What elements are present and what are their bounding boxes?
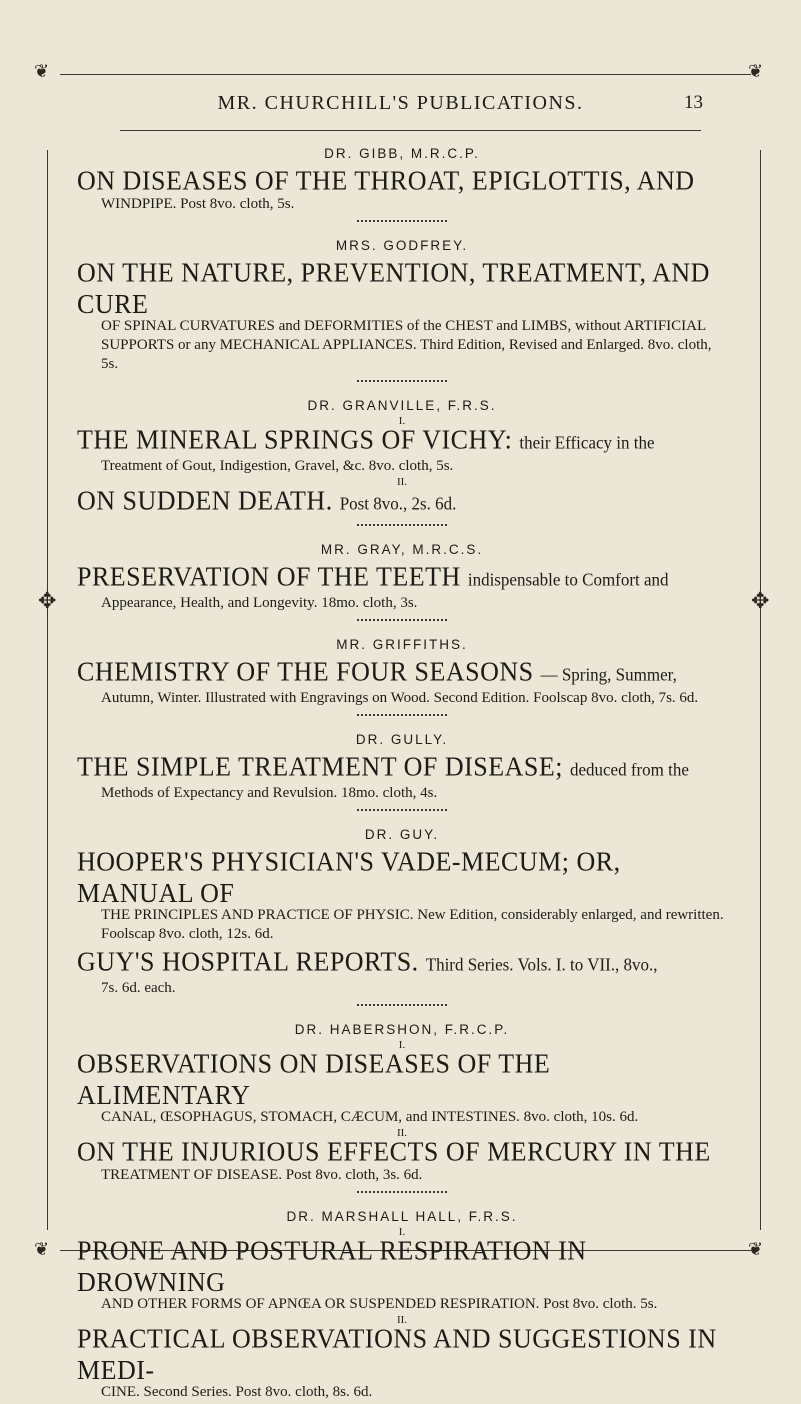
entry-description: Appearance, Health, and Longevity. 18mo. cloth, 3s. bbox=[101, 595, 418, 611]
entry-title-continuation: their Efficacy in the bbox=[519, 432, 655, 453]
entry-description: TREATMENT OF DISEASE. Post 8vo. cloth, 3s. 6d. bbox=[101, 1167, 423, 1183]
entry-numeral: I. bbox=[398, 415, 406, 427]
section-divider bbox=[357, 619, 447, 621]
author-name: DR. GUY. bbox=[364, 827, 440, 842]
entry-description: CANAL, ŒSOPHAGUS, STOMACH, CÆCUM, and INTESTINES. 8vo. cloth, 10s. 6d. bbox=[101, 1109, 639, 1125]
entry-numeral: II. bbox=[396, 1127, 408, 1139]
catalogue-entry bbox=[77, 946, 727, 998]
section-divider bbox=[357, 714, 447, 716]
entry-title: THE MINERAL SPRINGS OF VICHY: bbox=[77, 424, 513, 455]
entry-numeral: I. bbox=[398, 1226, 406, 1238]
catalogue-entry bbox=[77, 1136, 727, 1185]
corner-ornament-bottom-right: ❦ bbox=[748, 1239, 764, 1259]
author-name: DR. GRANVILLE, F.R.S. bbox=[307, 398, 497, 413]
entry-description: OF SPINAL CURVATURES and DEFORMITIES of the CHEST and LIMBS, without ARTIFICIAL SUPPORTS or any MECHANICAL APPLIANCES. Third Edition, Revised and Enlarged. 8vo. cloth, 5s. bbox=[101, 318, 712, 372]
entry-title: HOOPER'S PHYSICIAN'S VADE-MECUM; OR, MANUAL OF bbox=[77, 846, 621, 909]
section-divider bbox=[357, 380, 447, 382]
entry-title-line bbox=[77, 1048, 727, 1112]
author-name: DR. GIBB, M.R.C.P. bbox=[324, 146, 480, 161]
page-number: 13 bbox=[684, 92, 703, 113]
entry-title: ON DISEASES OF THE THROAT, EPIGLOTTIS, AND bbox=[77, 165, 695, 196]
entry-title-continuation: Post 8vo., 2s. 6d. bbox=[339, 493, 457, 514]
entry-title: OBSERVATIONS ON DISEASES OF THE ALIMENTARY bbox=[77, 1048, 551, 1111]
entry-title-line bbox=[77, 424, 727, 459]
catalogue-entry bbox=[77, 424, 727, 476]
right-side-ornament: ✥ bbox=[751, 588, 770, 613]
entry-title: ON SUDDEN DEATH. bbox=[77, 485, 333, 516]
catalogue-entry bbox=[77, 656, 727, 708]
entry-title-line bbox=[77, 485, 727, 520]
entry-description: AND OTHER FORMS OF APNŒA OR SUSPENDED RESPIRATION. Post 8vo. cloth. 5s. bbox=[101, 1296, 658, 1312]
entry-description: WINDPIPE. Post 8vo. cloth, 5s. bbox=[101, 196, 295, 212]
entry-numeral: II. bbox=[396, 1314, 408, 1326]
entry-title-line bbox=[77, 257, 727, 321]
entry-title-line bbox=[77, 165, 727, 197]
entry-title: GUY'S HOSPITAL REPORTS. bbox=[77, 946, 419, 977]
entry-title-continuation: — Spring, Summer, bbox=[540, 664, 677, 685]
entry-numeral: I. bbox=[398, 1039, 406, 1051]
entry-description: Treatment of Gout, Indigestion, Gravel, &c. 8vo. cloth, 5s. bbox=[101, 458, 454, 474]
section-divider bbox=[357, 220, 447, 222]
catalogue-entry bbox=[77, 257, 727, 374]
entry-title-line bbox=[77, 946, 727, 981]
entry-description: Methods of Expectancy and Revulsion. 18mo. cloth, 4s. bbox=[101, 785, 438, 801]
catalogue-entry bbox=[77, 165, 727, 214]
header-rule bbox=[120, 130, 701, 131]
entry-title: ON THE INJURIOUS EFFECTS OF MERCURY IN THE bbox=[77, 1136, 711, 1167]
entry-description: 7s. 6d. each. bbox=[101, 980, 176, 996]
publisher-title: MR. CHURCHILL'S PUBLICATIONS. bbox=[217, 92, 584, 114]
author-name: MR. GRIFFITHS. bbox=[336, 637, 468, 652]
entry-title-line bbox=[77, 561, 727, 596]
section-divider bbox=[357, 1191, 447, 1193]
entry-description: Autumn, Winter. Illustrated with Engravings on Wood. Second Edition. Foolscap 8vo. cloth, 7s. 6d. bbox=[101, 690, 699, 706]
section-divider bbox=[357, 524, 447, 526]
corner-ornament-top-right: ❦ bbox=[748, 61, 764, 81]
entry-title-continuation: deduced from the bbox=[569, 759, 689, 780]
entry-title: PRACTICAL OBSERVATIONS AND SUGGESTIONS IN MEDI- bbox=[77, 1323, 717, 1386]
entry-title-line bbox=[77, 846, 727, 910]
entry-description: CINE. Second Series. Post 8vo. cloth, 8s. 6d. bbox=[101, 1384, 373, 1400]
catalogue-entry bbox=[77, 1235, 727, 1314]
left-side-ornament: ✥ bbox=[38, 588, 57, 613]
entry-title-line bbox=[77, 1323, 727, 1387]
catalogue-entry bbox=[77, 1323, 727, 1402]
author-name: DR. GULLY. bbox=[355, 732, 449, 747]
entry-title-continuation: Third Series. Vols. I. to VII., 8vo., bbox=[425, 954, 658, 975]
left-border-rule bbox=[47, 150, 48, 1230]
entry-title-line bbox=[77, 1235, 727, 1299]
catalogue-entry bbox=[77, 751, 727, 803]
entry-title-line bbox=[77, 751, 727, 786]
section-divider bbox=[357, 1004, 447, 1006]
entry-title: PRONE AND POSTURAL RESPIRATION IN DROWNING bbox=[77, 1235, 587, 1298]
entry-title-line bbox=[77, 656, 727, 691]
entry-title: PRESERVATION OF THE TEETH bbox=[77, 561, 461, 592]
author-name: MRS. GODFREY. bbox=[335, 238, 469, 253]
author-name: DR. MARSHALL HALL, F.R.S. bbox=[286, 1209, 518, 1224]
running-header bbox=[0, 92, 801, 120]
entry-numeral: II. bbox=[396, 476, 408, 488]
right-border-rule bbox=[760, 150, 761, 1230]
entry-description: THE PRINCIPLES AND PRACTICE OF PHYSIC. New Edition, considerably enlarged, and rewritten. Foolscap 8vo. cloth, 12s. 6d. bbox=[101, 907, 724, 942]
catalogue-entry bbox=[77, 846, 727, 944]
entry-title: ON THE NATURE, PREVENTION, TREATMENT, AND CURE bbox=[77, 257, 710, 320]
catalogue-entry bbox=[77, 485, 727, 518]
entry-title-continuation: indispensable to Comfort and bbox=[467, 569, 669, 590]
entry-title: THE SIMPLE TREATMENT OF DISEASE; bbox=[77, 751, 563, 782]
catalogue-entry bbox=[77, 561, 727, 613]
catalogue-entry bbox=[77, 1048, 727, 1127]
corner-ornament-bottom-left: ❦ bbox=[34, 1239, 50, 1259]
catalogue-listing bbox=[77, 146, 727, 1404]
top-border-rule bbox=[60, 74, 751, 75]
entry-title-line bbox=[77, 1136, 727, 1168]
corner-ornament-top-left: ❦ bbox=[34, 61, 50, 81]
entry-title: CHEMISTRY OF THE FOUR SEASONS bbox=[77, 656, 534, 687]
author-name: MR. GRAY, M.R.C.S. bbox=[320, 542, 484, 557]
author-name: DR. HABERSHON, F.R.C.P. bbox=[294, 1022, 510, 1037]
section-divider bbox=[357, 809, 447, 811]
